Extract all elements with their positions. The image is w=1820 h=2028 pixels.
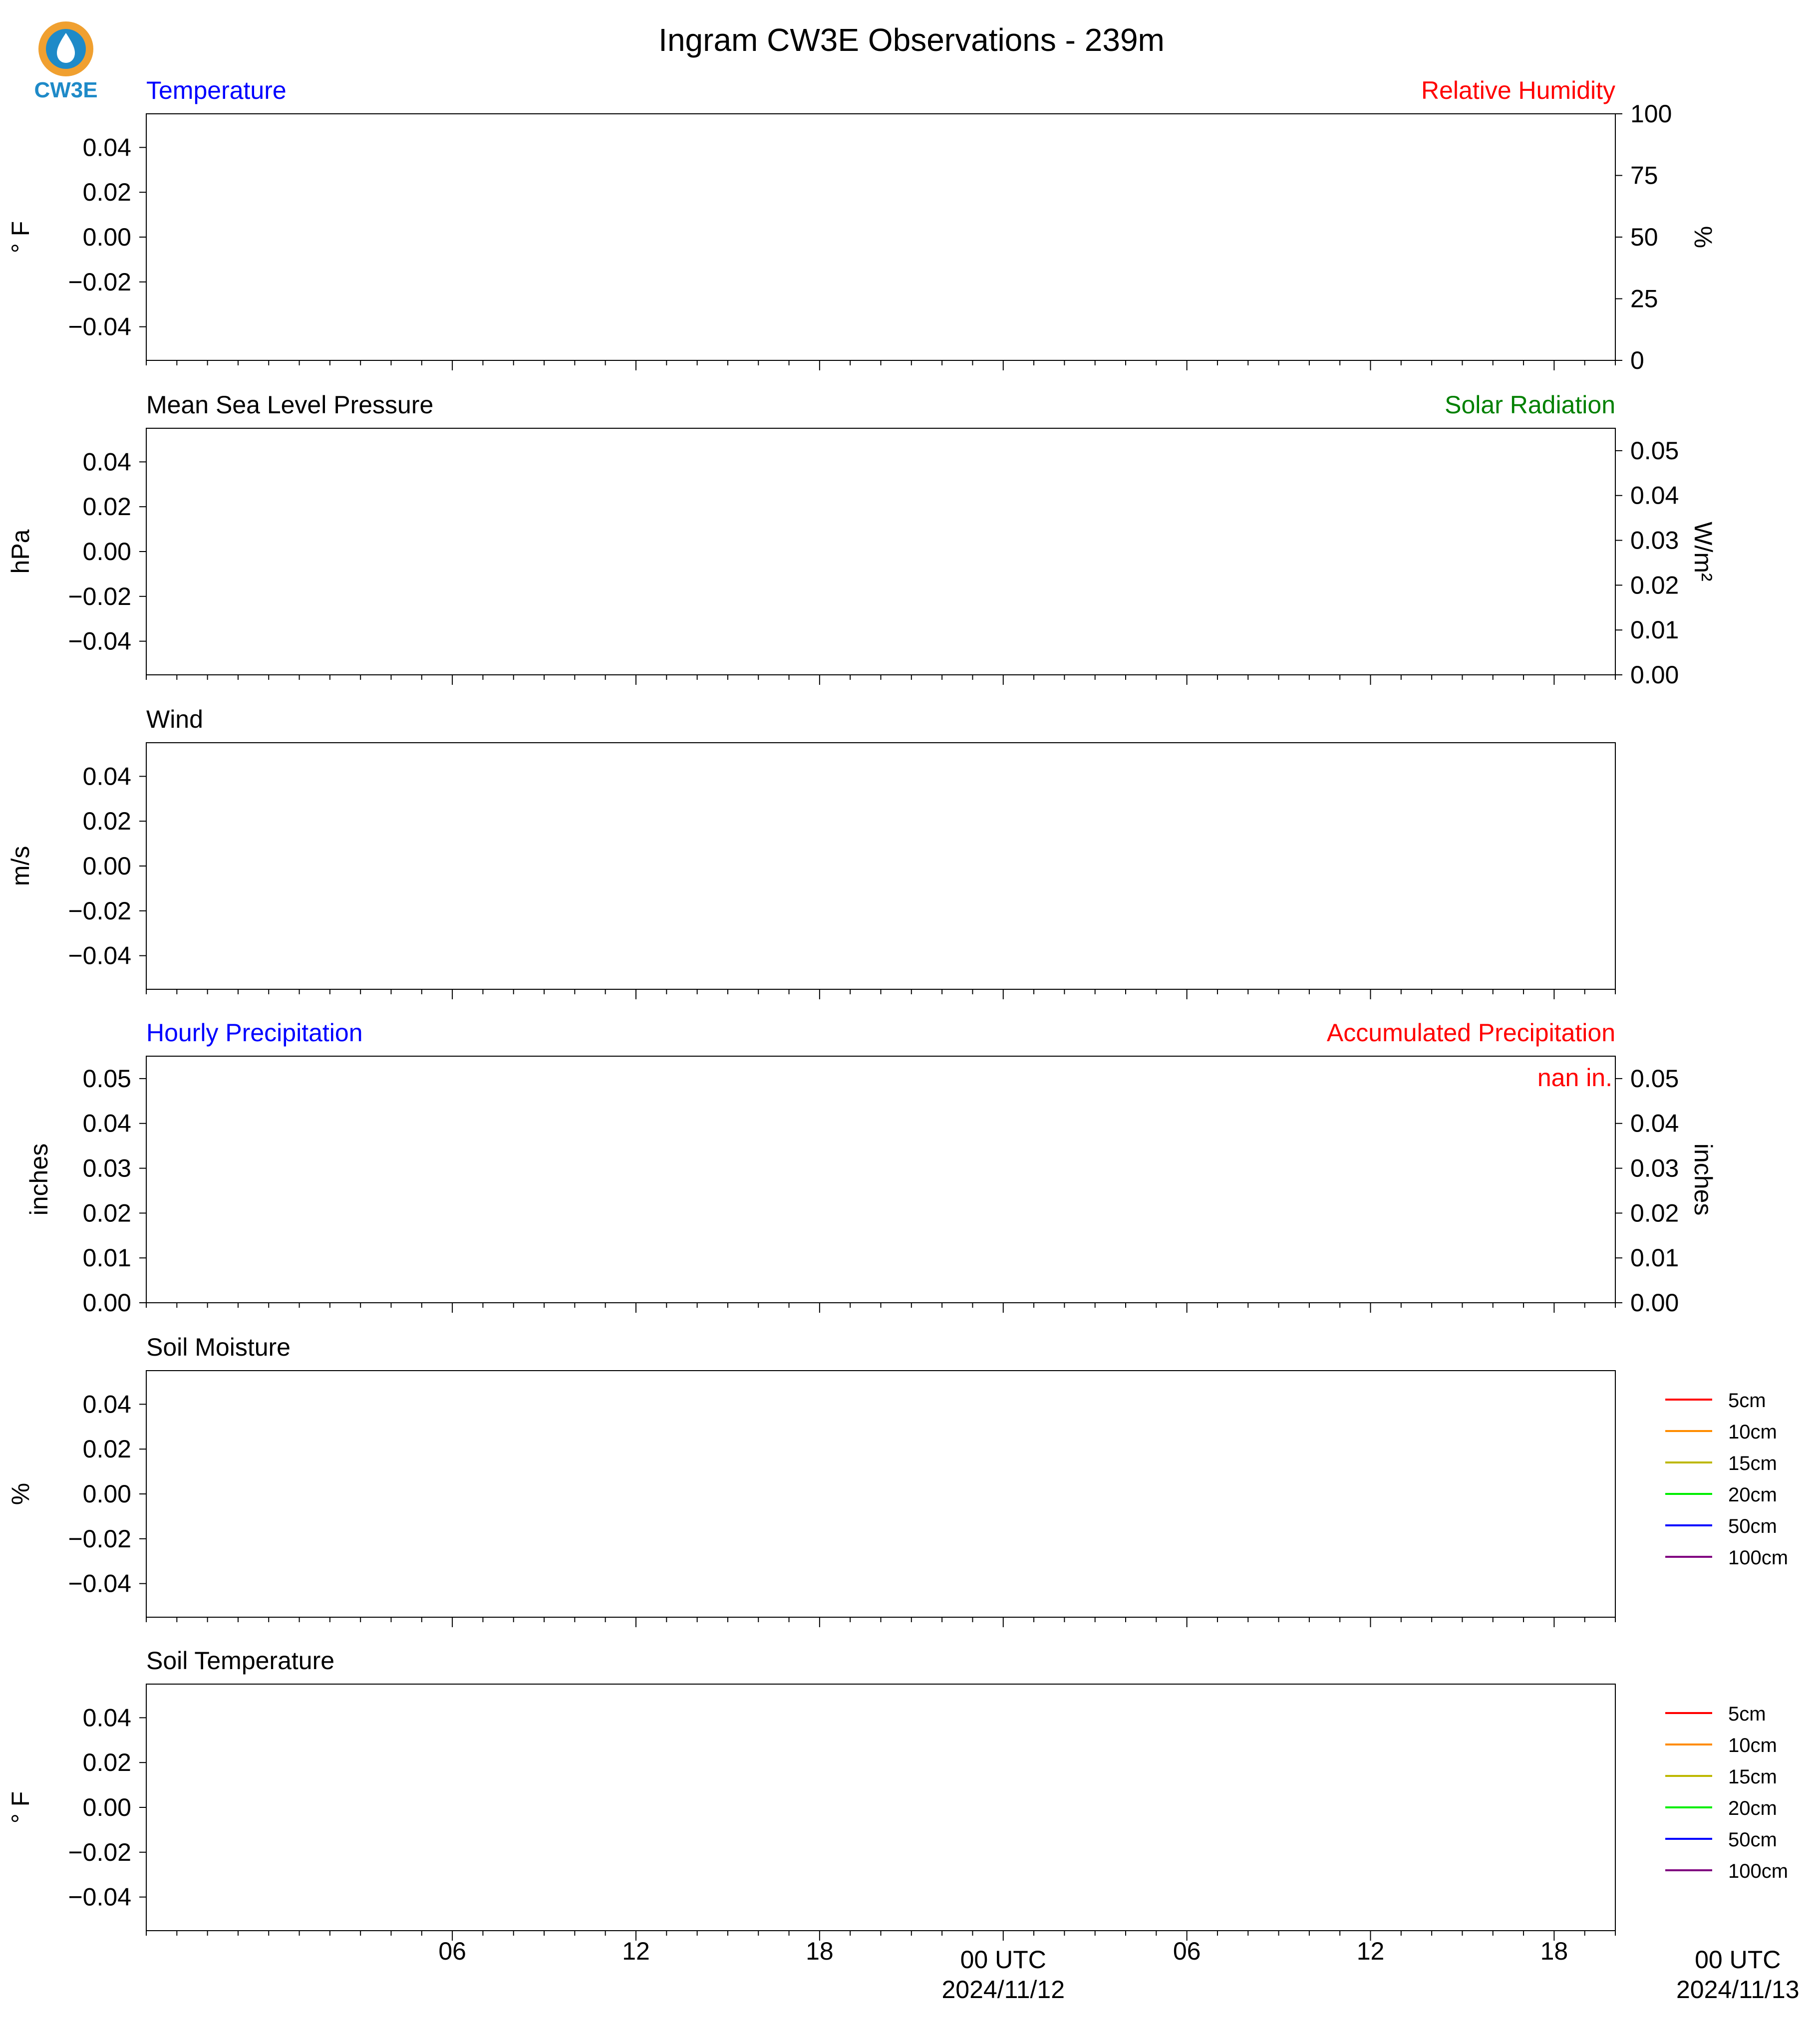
- y-tick-label: −0.04: [68, 1883, 131, 1911]
- figure-title: Ingram CW3E Observations - 239m: [658, 22, 1165, 58]
- legend-label: 5cm: [1728, 1703, 1766, 1725]
- y-axis-label: m/s: [6, 846, 34, 886]
- y-tick-label: 0.04: [82, 133, 131, 162]
- y-axis-label: inches: [25, 1143, 53, 1216]
- y-right-tick-label: 25: [1630, 285, 1658, 313]
- y-axis-label: ° F: [6, 1791, 34, 1824]
- legend-label: 10cm: [1728, 1421, 1777, 1443]
- panel-title-left: Mean Sea Level Pressure: [146, 391, 434, 419]
- panel-title-left: Temperature: [146, 76, 287, 104]
- y-tick-label: 0.03: [82, 1154, 131, 1182]
- x-tick-label: 18: [806, 1937, 834, 1965]
- y-tick-label: −0.04: [68, 312, 131, 341]
- y-right-tick-label: 0.00: [1630, 661, 1679, 689]
- y-right-tick-label: 0.02: [1630, 1199, 1679, 1227]
- panel-title-left: Wind: [146, 705, 203, 733]
- legend-label: 15cm: [1728, 1766, 1777, 1788]
- legend-label: 20cm: [1728, 1484, 1777, 1506]
- y-tick-label: −0.04: [68, 1569, 131, 1598]
- y-right-tick-label: 0.02: [1630, 571, 1679, 599]
- y-right-tick-label: 0.04: [1630, 1109, 1679, 1138]
- y-tick-label: −0.02: [68, 268, 131, 296]
- legend-label: 50cm: [1728, 1515, 1777, 1537]
- legend-label: 10cm: [1728, 1735, 1777, 1756]
- x-tick-label: 12: [622, 1937, 650, 1965]
- y-right-tick-label: 0.03: [1630, 1154, 1679, 1182]
- y-right-tick-label: 0: [1630, 346, 1644, 374]
- y-tick-label: 0.01: [82, 1244, 131, 1272]
- legend-label: 5cm: [1728, 1390, 1766, 1412]
- y-tick-label: 0.04: [82, 1109, 131, 1138]
- legend-label: 20cm: [1728, 1797, 1777, 1819]
- y-right-axis-label: %: [1689, 226, 1717, 249]
- y-tick-label: 0.00: [82, 1480, 131, 1508]
- y-tick-label: 0.04: [82, 448, 131, 476]
- x-tick-label: 12: [1356, 1937, 1385, 1965]
- y-tick-label: 0.02: [82, 807, 131, 836]
- x-tick-label: 06: [1173, 1937, 1201, 1965]
- y-right-tick-label: 100: [1630, 100, 1672, 128]
- panel-title-left: Soil Temperature: [146, 1647, 335, 1675]
- y-tick-label: 0.04: [82, 762, 131, 791]
- y-tick-label: 0.00: [82, 852, 131, 880]
- y-right-tick-label: 0.00: [1630, 1289, 1679, 1317]
- y-right-tick-label: 75: [1630, 161, 1658, 190]
- x-tick-label: 00 UTC: [960, 1946, 1046, 1974]
- y-tick-label: 0.02: [82, 493, 131, 521]
- y-tick-label: 0.04: [82, 1704, 131, 1732]
- panel-title-right: Accumulated Precipitation: [1326, 1019, 1615, 1047]
- y-tick-label: −0.02: [68, 896, 131, 925]
- y-tick-label: 0.05: [82, 1064, 131, 1093]
- y-right-axis-label: W/m²: [1689, 522, 1717, 581]
- x-date-label: 2024/11/13: [1676, 1976, 1800, 2004]
- legend-label: 50cm: [1728, 1829, 1777, 1851]
- y-right-tick-label: 0.05: [1630, 436, 1679, 465]
- y-tick-label: 0.02: [82, 1748, 131, 1777]
- logo-text: CW3E: [34, 78, 98, 102]
- y-tick-label: 0.00: [82, 1289, 131, 1317]
- legend-label: 100cm: [1728, 1860, 1789, 1882]
- y-tick-label: 0.02: [82, 1199, 131, 1227]
- y-tick-label: 0.02: [82, 1435, 131, 1463]
- y-right-axis-label: inches: [1689, 1143, 1717, 1216]
- y-axis-label: ° F: [6, 221, 34, 254]
- y-axis-label: hPa: [6, 529, 34, 574]
- legend-label: 100cm: [1728, 1547, 1789, 1569]
- legend-label: 15cm: [1728, 1452, 1777, 1474]
- y-tick-label: −0.02: [68, 1524, 131, 1553]
- y-axis-label: %: [6, 1482, 34, 1505]
- y-tick-label: 0.00: [82, 1793, 131, 1821]
- y-right-tick-label: 0.01: [1630, 1244, 1679, 1272]
- y-tick-label: −0.02: [68, 1838, 131, 1866]
- y-tick-label: −0.04: [68, 941, 131, 970]
- y-tick-label: 0.04: [82, 1390, 131, 1419]
- x-tick-label: 18: [1540, 1937, 1568, 1965]
- y-tick-label: 0.00: [82, 538, 131, 566]
- y-right-tick-label: 50: [1630, 223, 1658, 251]
- x-tick-label: 00 UTC: [1695, 1946, 1781, 1974]
- y-tick-label: 0.00: [82, 223, 131, 251]
- accumulated-precip-annotation: nan in.: [1537, 1064, 1612, 1092]
- y-right-tick-label: 0.01: [1630, 616, 1679, 644]
- panel-title-right: Relative Humidity: [1421, 76, 1615, 104]
- panel-title-left: Soil Moisture: [146, 1333, 291, 1361]
- y-right-tick-label: 0.05: [1630, 1064, 1679, 1093]
- x-date-label: 2024/11/12: [941, 1976, 1065, 2004]
- y-right-tick-label: 0.04: [1630, 481, 1679, 510]
- y-right-tick-label: 0.03: [1630, 526, 1679, 555]
- y-tick-label: −0.04: [68, 627, 131, 655]
- cw3e-logo: [34, 21, 97, 102]
- x-tick-label: 06: [438, 1937, 466, 1965]
- y-tick-label: 0.02: [82, 178, 131, 207]
- panel-title-left: Hourly Precipitation: [146, 1019, 363, 1047]
- y-tick-label: −0.02: [68, 582, 131, 610]
- panel-title-right: Solar Radiation: [1445, 391, 1615, 419]
